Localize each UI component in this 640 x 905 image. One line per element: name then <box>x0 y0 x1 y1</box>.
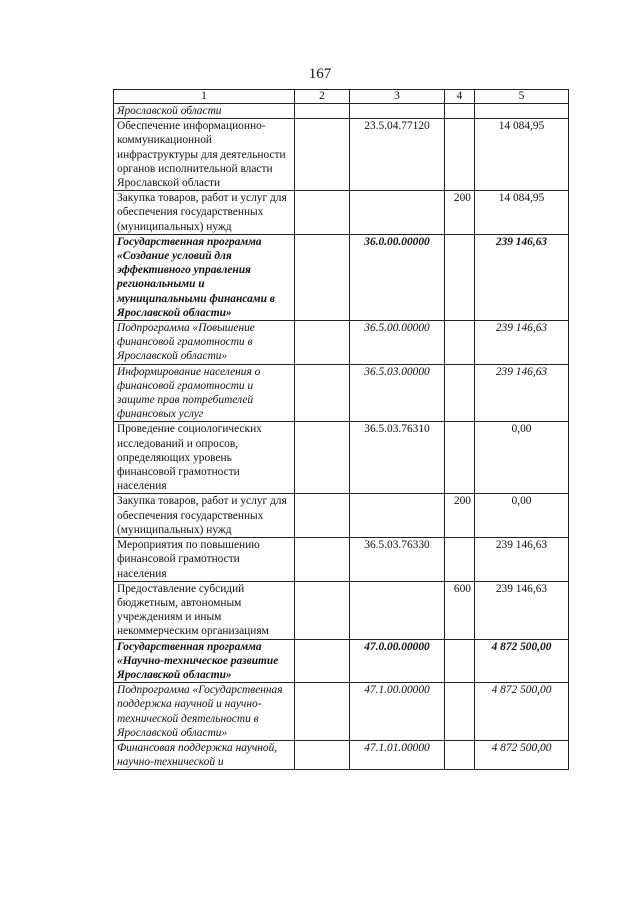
row-expense-type <box>445 538 475 582</box>
row-name: Предоставление субсидий бюджетным, автономным учреждениям и иным некоммерческим организациям <box>114 581 295 639</box>
row-col2 <box>295 581 350 639</box>
row-code: 36.5.03.76310 <box>350 422 445 494</box>
row-col2 <box>295 639 350 683</box>
column-header-4: 4 <box>445 90 475 104</box>
table-row <box>114 422 569 494</box>
row-col2 <box>295 234 350 320</box>
row-expense-type: 200 <box>445 494 475 538</box>
table-row <box>114 740 569 769</box>
row-code <box>350 581 445 639</box>
table-row <box>114 321 569 365</box>
table-row <box>114 639 569 683</box>
row-name: Закупка товаров, работ и услуг для обеспечения государственных (муниципальных) нужд <box>114 191 295 235</box>
column-header-2: 2 <box>295 90 350 104</box>
row-name: Подпрограмма «Повышение финансовой грамотности в Ярославской области» <box>114 321 295 365</box>
row-amount: 4 872 500,00 <box>475 740 569 769</box>
row-code: 36.5.00.00000 <box>350 321 445 365</box>
row-expense-type <box>445 740 475 769</box>
table-body <box>114 104 569 770</box>
row-name: Обеспечение информационно-коммуникационной инфраструктуры для деятельности органов исполнительной власти Ярославской области <box>114 119 295 191</box>
row-amount: 239 146,63 <box>475 581 569 639</box>
row-code: 47.0.00.00000 <box>350 639 445 683</box>
row-amount: 4 872 500,00 <box>475 683 569 741</box>
row-col2 <box>295 119 350 191</box>
row-expense-type <box>445 234 475 320</box>
table-row <box>114 119 569 191</box>
row-expense-type: 200 <box>445 191 475 235</box>
row-name: Информирование населения о финансовой грамотности и защите прав потребителей финансовых услуг <box>114 364 295 422</box>
row-name: Подпрограмма «Государственная поддержка научной и научно-технической деятельности в Ярославской области» <box>114 683 295 741</box>
row-code: 47.1.00.00000 <box>350 683 445 741</box>
row-name: Закупка товаров, работ и услуг для обеспечения государственных (муниципальных) нужд <box>114 494 295 538</box>
table-header <box>114 90 569 104</box>
row-amount: 0,00 <box>475 494 569 538</box>
row-code <box>350 104 445 119</box>
table-row <box>114 234 569 320</box>
row-expense-type <box>445 422 475 494</box>
row-col2 <box>295 104 350 119</box>
row-code: 23.5.04.77120 <box>350 119 445 191</box>
row-code: 36.5.03.00000 <box>350 364 445 422</box>
row-expense-type <box>445 321 475 365</box>
row-code <box>350 494 445 538</box>
budget-table <box>113 89 569 770</box>
row-col2 <box>295 422 350 494</box>
table-row <box>114 581 569 639</box>
row-amount: 14 084,95 <box>475 119 569 191</box>
table-row <box>114 364 569 422</box>
row-name: Государственная программа «Научно-техническое развитие Ярославской области» <box>114 639 295 683</box>
row-amount: 239 146,63 <box>475 364 569 422</box>
row-expense-type <box>445 683 475 741</box>
row-amount: 239 146,63 <box>475 538 569 582</box>
row-name: Финансовая поддержка научной, научно-технической и <box>114 740 295 769</box>
column-header-1: 1 <box>114 90 295 104</box>
row-code: 36.5.03.76330 <box>350 538 445 582</box>
row-col2 <box>295 683 350 741</box>
row-code <box>350 191 445 235</box>
row-amount: 239 146,63 <box>475 234 569 320</box>
row-name: Мероприятия по повышению финансовой грамотности населения <box>114 538 295 582</box>
row-amount: 4 872 500,00 <box>475 639 569 683</box>
page-number: 167 <box>308 66 332 82</box>
row-col2 <box>295 494 350 538</box>
row-amount <box>475 104 569 119</box>
table-row <box>114 538 569 582</box>
row-name: Проведение социологических исследований и опросов, определяющих уровень финансовой грамотности населения <box>114 422 295 494</box>
column-header-3: 3 <box>350 90 445 104</box>
row-expense-type <box>445 104 475 119</box>
row-amount: 14 084,95 <box>475 191 569 235</box>
row-expense-type <box>445 364 475 422</box>
table-row <box>114 683 569 741</box>
column-header-5: 5 <box>475 90 569 104</box>
table-row <box>114 191 569 235</box>
row-col2 <box>295 538 350 582</box>
table-row <box>114 494 569 538</box>
row-expense-type <box>445 639 475 683</box>
row-expense-type: 600 <box>445 581 475 639</box>
row-col2 <box>295 740 350 769</box>
row-col2 <box>295 191 350 235</box>
row-code: 36.0.00.00000 <box>350 234 445 320</box>
row-amount: 239 146,63 <box>475 321 569 365</box>
row-expense-type <box>445 119 475 191</box>
row-amount: 0,00 <box>475 422 569 494</box>
header-row <box>114 90 569 104</box>
row-name: Государственная программа «Создание условий для эффективного управления региональными и муниципальными финансами в Ярославской области» <box>114 234 295 320</box>
row-code: 47.1.01.00000 <box>350 740 445 769</box>
row-name: Ярославской области <box>114 104 295 119</box>
row-col2 <box>295 321 350 365</box>
table-row <box>114 104 569 119</box>
row-col2 <box>295 364 350 422</box>
